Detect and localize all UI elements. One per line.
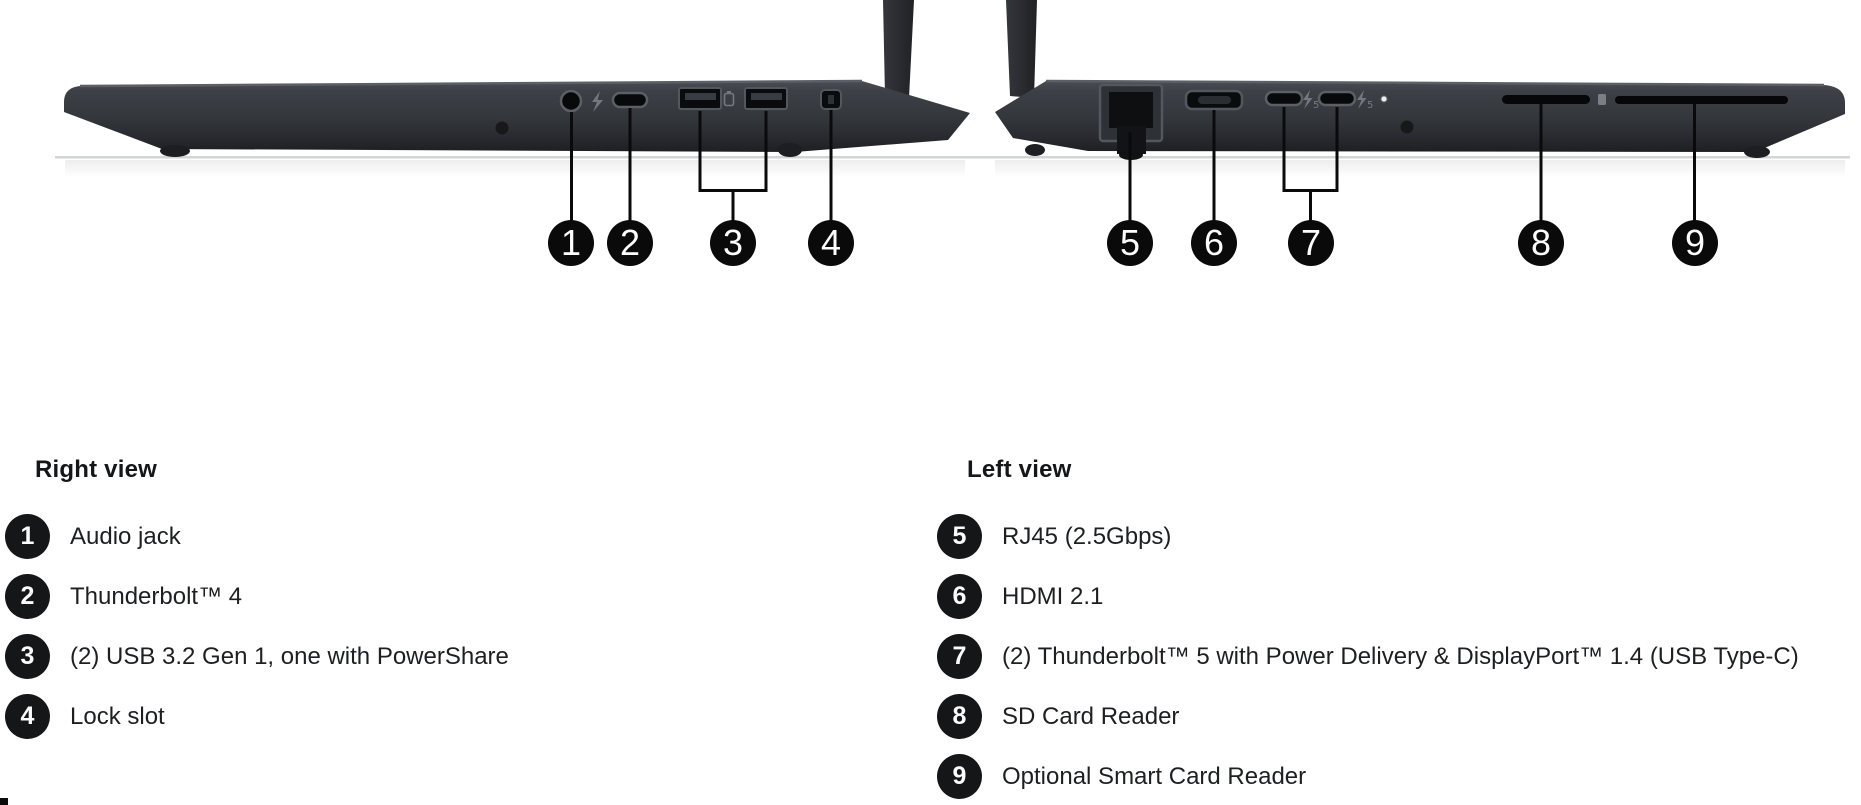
- screw-hole: [1401, 121, 1414, 134]
- svg-text:5: 5: [1367, 100, 1374, 111]
- callout-marker-4: 4: [808, 220, 854, 266]
- rubber-foot: [1744, 146, 1770, 158]
- legend-number-badge: 9: [937, 754, 982, 799]
- powershare-usb-a-port: [745, 88, 787, 109]
- legend-item-rj45: [937, 514, 1837, 559]
- legend-item-label: Audio jack: [70, 522, 181, 550]
- legend-number-badge: 8: [937, 694, 982, 739]
- legend-item-label: SD Card Reader: [1002, 702, 1180, 730]
- legend-number-badge: 3: [5, 634, 50, 679]
- hdmi-port: [1186, 91, 1242, 109]
- callout-marker-8: 8: [1518, 220, 1564, 266]
- callout-marker-9: 9: [1672, 220, 1718, 266]
- lock-slot: [821, 90, 841, 109]
- legend-item-sd-card: [937, 694, 1837, 739]
- legend-heading-right-view: Right view: [35, 456, 158, 483]
- laptop-right-view: [64, 0, 970, 157]
- legend-number-badge: 7: [937, 634, 982, 679]
- legend-number-badge: 1: [5, 514, 50, 559]
- thunderbolt-4-port: [613, 93, 647, 107]
- legend-item-lock-slot: [5, 694, 905, 739]
- legend-item-hdmi: [937, 574, 1837, 619]
- legend-item-label: Thunderbolt™ 4: [70, 582, 243, 610]
- callout-marker-7: 7: [1288, 220, 1334, 266]
- legend-left-view: [937, 456, 1837, 805]
- legend-number-badge: 6: [937, 574, 982, 619]
- sd-card-icon: [1598, 94, 1606, 105]
- svg-text:5: 5: [1313, 100, 1320, 111]
- legend-right-view: [5, 456, 905, 754]
- legend-item-usb: [5, 634, 905, 679]
- led-indicator: [1381, 96, 1387, 102]
- legend-item-label: Optional Smart Card Reader: [1002, 762, 1307, 790]
- callout-marker-1: 1: [548, 220, 594, 266]
- thunderbolt-5-port: [1319, 92, 1355, 105]
- usb-a-port: [679, 88, 721, 109]
- legend-item-thunderbolt-5: [937, 634, 1837, 679]
- legend-item-label: HDMI 2.1: [1002, 582, 1104, 610]
- callout-marker-2: 2: [607, 220, 653, 266]
- laptops-illustration: [0, 0, 1861, 270]
- audio-jack-port: [561, 91, 581, 111]
- legend-item-label: (2) Thunderbolt™ 5 with Power Delivery & DisplayPort™ 1.4 (USB Type-C): [1002, 642, 1799, 670]
- thunderbolt-5-port: [1266, 92, 1302, 105]
- rubber-foot: [160, 145, 190, 157]
- rubber-foot: [778, 143, 802, 157]
- callout-marker-3: 3: [710, 220, 756, 266]
- screw-hole: [496, 122, 509, 135]
- partial-next-figure-edge: [0, 798, 8, 805]
- legend-item-label: RJ45 (2.5Gbps): [1002, 522, 1172, 550]
- laptop-left-view: [995, 0, 1845, 160]
- laptop-lid: [1006, 0, 1037, 98]
- legend-item-smart-card: [937, 754, 1837, 799]
- legend-heading-left-view: Left view: [967, 456, 1072, 483]
- table-surface-line: [55, 156, 1850, 178]
- smart-card-slot: [1615, 96, 1788, 104]
- legend-item-label: (2) USB 3.2 Gen 1, one with PowerShare: [70, 642, 509, 670]
- legend-item-label: Lock slot: [70, 702, 165, 730]
- callout-marker-5: 5: [1107, 220, 1153, 266]
- callout-marker-6: 6: [1191, 220, 1237, 266]
- sd-card-slot: [1502, 95, 1590, 104]
- laptop-lid: [883, 0, 914, 98]
- legend-item-thunderbolt-4: [5, 574, 905, 619]
- legend-number-badge: 2: [5, 574, 50, 619]
- legend-number-badge: 5: [937, 514, 982, 559]
- legend-number-badge: 4: [5, 694, 50, 739]
- rubber-foot: [1025, 144, 1045, 156]
- legend-item-audio-jack: [5, 514, 905, 559]
